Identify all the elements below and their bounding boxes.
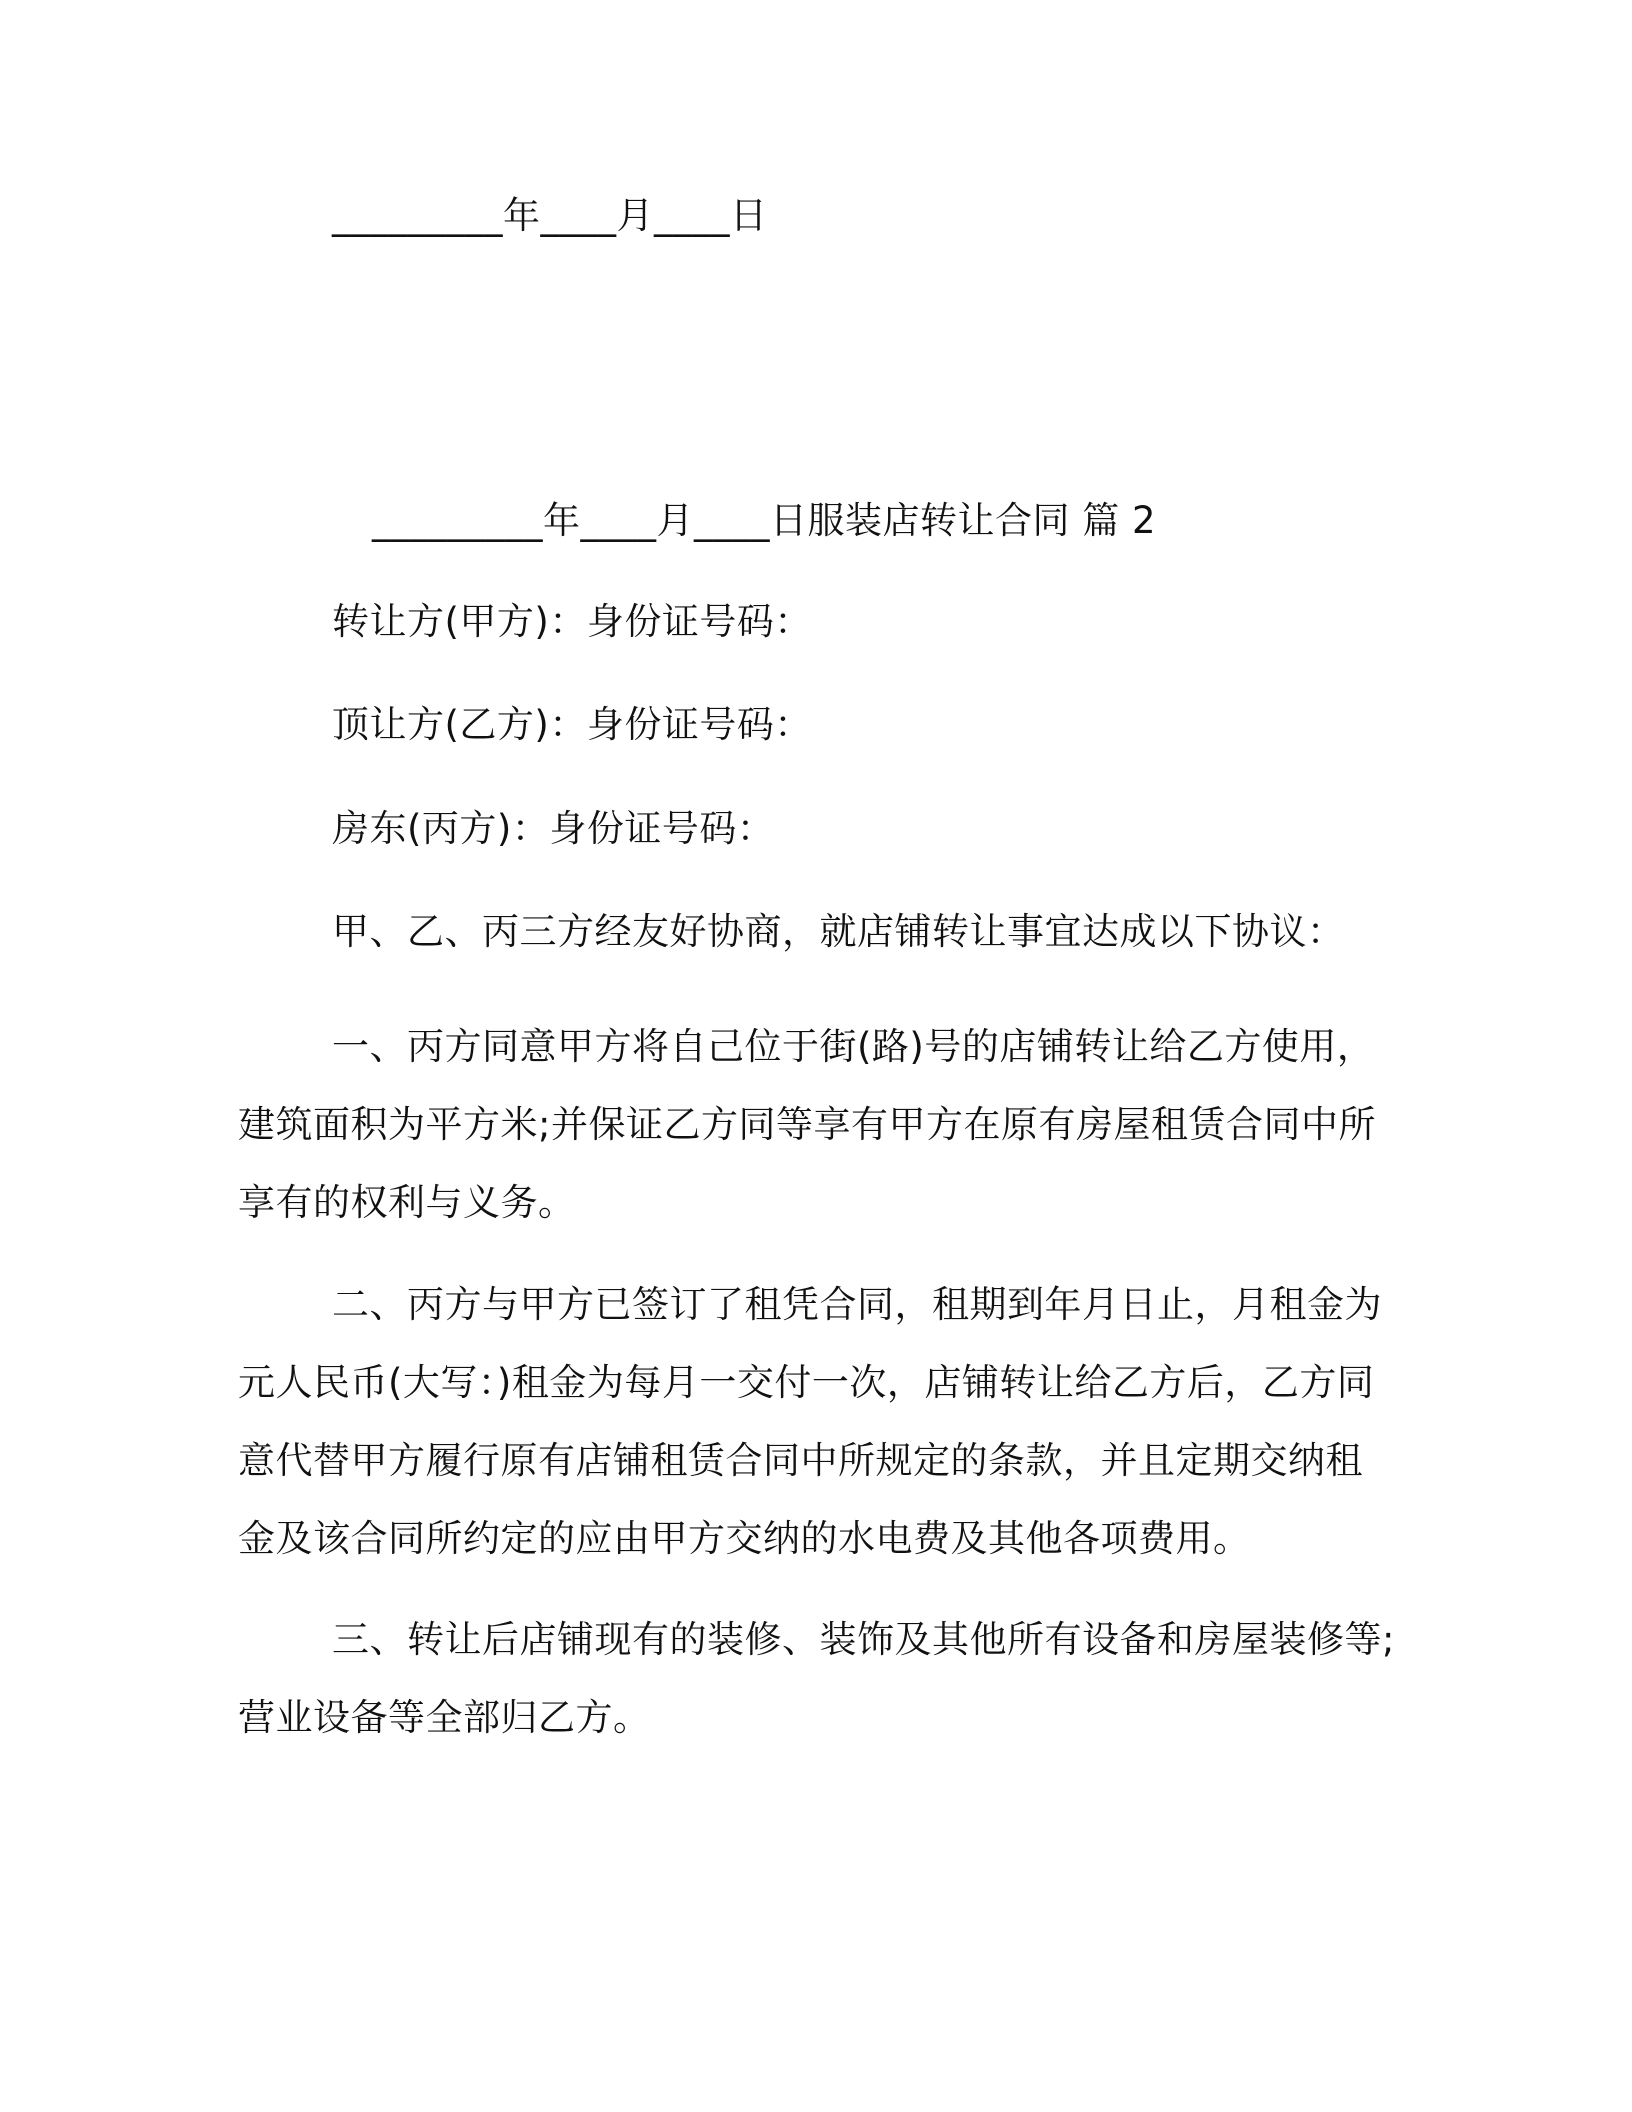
clause-2-paragraph: 二、丙方与甲方已签订了租凭合同，租期到年月日止，月租金为元人民币(大写：)租金为每月一交付一次，店铺转让给乙方后，乙方同意代替甲方履行原有店铺租赁合同中所规定的条款，并且定期交纳租金及该合同所约定的应由甲方交纳的水电费及其他各项费用。 bbox=[238, 1283, 1382, 1560]
intro-paragraph: 甲、乙、丙三方经友好协商，就店铺转让事宜达成以下协议： bbox=[332, 910, 1345, 953]
transferor-line: 转让方(甲方)：身份证号码： bbox=[332, 600, 812, 643]
transferee-line: 顶让方(乙方)：身份证号码： bbox=[332, 703, 812, 746]
date-line: _________年____月____日 bbox=[332, 194, 768, 237]
landlord-line: 房东(丙方)：身份证号码： bbox=[332, 807, 775, 850]
contract-heading: _________年____月____日服装店转让合同 篇 2 bbox=[372, 499, 1157, 542]
clause-1-paragraph: 一、丙方同意甲方将自己位于街(路)号的店铺转让给乙方使用，建筑面积为平方米;并保证乙方同等享有甲方在原有房屋租赁合同中所享有的权利与义务。 bbox=[238, 1025, 1376, 1224]
clause-3-paragraph: 三、转让后店铺现有的装修、装饰及其他所有设备和房屋装修等;营业设备等全部归乙方。 bbox=[238, 1618, 1395, 1739]
